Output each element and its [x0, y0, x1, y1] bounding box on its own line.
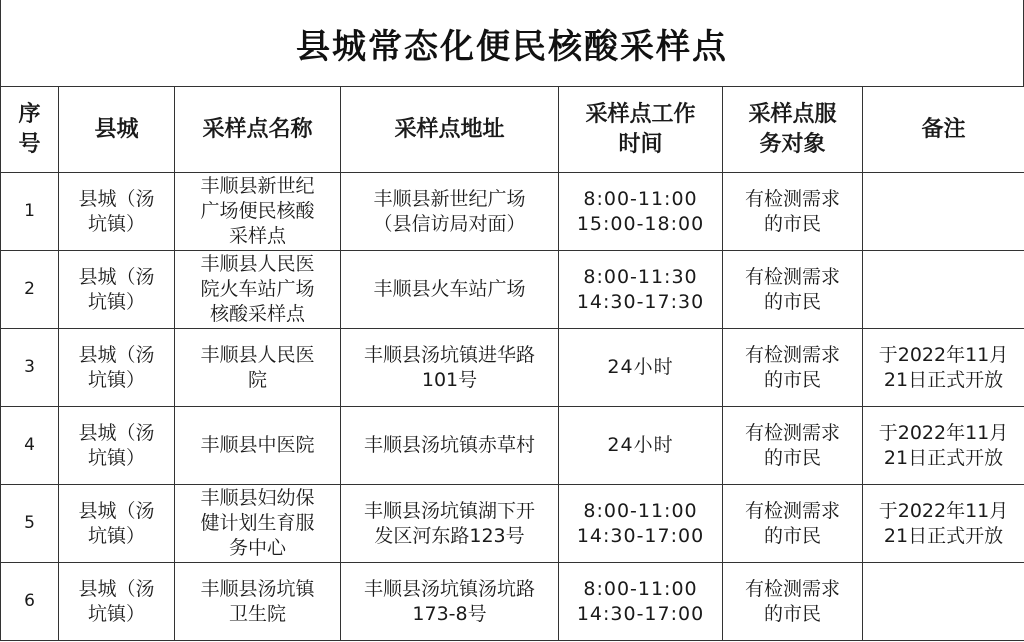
table-row — [1, 173, 1024, 251]
cell-target — [723, 485, 863, 563]
cell-line: 有检测需求 — [744, 187, 840, 210]
cell-line: 的市民 — [763, 290, 821, 313]
cell-line: 的市民 — [763, 524, 821, 547]
cell-target — [723, 563, 863, 641]
cell-line: 院火车站广场 — [200, 278, 315, 300]
cell-line: 8:00-11:00 — [583, 187, 698, 210]
cell-remark — [863, 329, 1024, 407]
cell-line: 8:00-11:00 — [583, 577, 698, 600]
cell-line: 核酸采样点 — [209, 303, 305, 325]
cell-target — [723, 329, 863, 407]
cell-line: 坑镇） — [87, 290, 145, 313]
cell-line: （县信访局对面） — [373, 212, 526, 235]
cell-line: 有检测需求 — [744, 421, 840, 444]
cell-hours — [559, 563, 723, 641]
sampling-points-table — [0, 86, 1024, 641]
cell-line: 14:30-17:00 — [576, 602, 705, 625]
cell-line: 务中心 — [228, 537, 286, 559]
cell-index: 3 — [1, 329, 59, 407]
cell-county — [59, 563, 175, 641]
cell-remark — [863, 173, 1024, 251]
cell-address — [341, 485, 559, 563]
cell-name — [175, 251, 341, 329]
cell-line: 8:00-11:30 — [583, 265, 698, 288]
cell-line: 采样点服 — [748, 101, 837, 127]
cell-line: 有检测需求 — [744, 265, 840, 288]
header-name — [175, 87, 341, 173]
cell-line: 采样点名称 — [202, 116, 313, 142]
cell-line: 173-8号 — [412, 602, 487, 625]
table-row — [1, 485, 1024, 563]
cell-line: 坑镇） — [87, 524, 145, 547]
cell-line: 14:30-17:30 — [576, 290, 705, 313]
cell-line: 有检测需求 — [744, 577, 840, 600]
cell-line: 县城（汤 — [78, 499, 155, 522]
cell-line: 县城（汤 — [78, 421, 155, 444]
cell-line: 坑镇） — [87, 602, 145, 625]
cell-county — [59, 329, 175, 407]
cell-line: 序 — [18, 101, 41, 127]
cell-line: 广场便民核酸 — [200, 200, 315, 222]
cell-line: 21日正式开放 — [883, 524, 1004, 547]
table-row — [1, 563, 1024, 641]
cell-line: 发区河东路123号 — [374, 524, 525, 547]
cell-line: 的市民 — [763, 368, 821, 391]
cell-line: 县城（汤 — [78, 577, 155, 600]
cell-index: 6 — [1, 563, 59, 641]
cell-line: 采样点工作 — [585, 101, 696, 127]
page-title: 县城常态化便民核酸采样点 — [0, 0, 1024, 86]
cell-line: 丰顺县汤坑镇赤草村 — [363, 434, 535, 456]
cell-line: 于2022年11月 — [878, 343, 1009, 366]
cell-line: 101号 — [421, 368, 478, 391]
cell-line: 县城（汤 — [78, 265, 155, 288]
cell-county — [59, 251, 175, 329]
cell-remark — [863, 407, 1024, 485]
cell-remark — [863, 563, 1024, 641]
header-hours — [559, 87, 723, 173]
cell-address — [341, 251, 559, 329]
cell-line: 15:00-18:00 — [576, 212, 705, 235]
table-header-row — [1, 87, 1024, 173]
table-body — [1, 173, 1024, 641]
cell-remark — [863, 251, 1024, 329]
cell-line: 于2022年11月 — [878, 421, 1009, 444]
cell-line: 21日正式开放 — [883, 446, 1004, 469]
cell-line: 采样点 — [228, 225, 286, 247]
cell-line: 有检测需求 — [744, 499, 840, 522]
cell-address — [341, 563, 559, 641]
cell-name — [175, 329, 341, 407]
cell-index: 1 — [1, 173, 59, 251]
cell-line: 丰顺县中医院 — [200, 434, 315, 456]
cell-line: 院 — [247, 368, 267, 391]
cell-line: 坑镇） — [87, 446, 145, 469]
cell-county — [59, 407, 175, 485]
cell-line: 健计划生育服 — [200, 512, 315, 534]
cell-remark — [863, 485, 1024, 563]
cell-line: 号 — [18, 131, 41, 157]
cell-line: 丰顺县新世纪 — [200, 175, 315, 197]
cell-line: 的市民 — [763, 212, 821, 235]
cell-county — [59, 485, 175, 563]
cell-hours — [559, 329, 723, 407]
cell-line: 卫生院 — [228, 602, 286, 625]
cell-line: 丰顺县火车站广场 — [373, 278, 526, 300]
cell-index: 5 — [1, 485, 59, 563]
header-county — [59, 87, 175, 173]
cell-line: 8:00-11:00 — [583, 499, 698, 522]
cell-target — [723, 173, 863, 251]
cell-line: 采样点地址 — [394, 116, 505, 142]
cell-name — [175, 173, 341, 251]
cell-line: 丰顺县汤坑镇 — [200, 577, 315, 600]
header-remark — [863, 87, 1024, 173]
cell-hours — [559, 173, 723, 251]
cell-line: 21日正式开放 — [883, 368, 1004, 391]
cell-index: 4 — [1, 407, 59, 485]
table-row — [1, 407, 1024, 485]
cell-target — [723, 407, 863, 485]
cell-name — [175, 563, 341, 641]
cell-line: 丰顺县新世纪广场 — [373, 187, 526, 210]
cell-line: 有检测需求 — [744, 343, 840, 366]
table-row — [1, 329, 1024, 407]
cell-target — [723, 251, 863, 329]
cell-line: 于2022年11月 — [878, 499, 1009, 522]
cell-hours — [559, 485, 723, 563]
cell-line: 县城（汤 — [78, 343, 155, 366]
cell-line: 14:30-17:00 — [576, 524, 705, 547]
cell-line: 务对象 — [759, 131, 826, 157]
cell-line: 24小时 — [607, 356, 674, 378]
cell-index: 2 — [1, 251, 59, 329]
table-row — [1, 251, 1024, 329]
cell-name — [175, 485, 341, 563]
cell-address — [341, 407, 559, 485]
cell-line: 丰顺县汤坑镇汤坑路 — [363, 577, 535, 600]
header-address — [341, 87, 559, 173]
cell-name — [175, 407, 341, 485]
cell-line: 丰顺县人民医 — [200, 253, 315, 275]
cell-line: 的市民 — [763, 602, 821, 625]
cell-line: 24小时 — [607, 434, 674, 456]
cell-address — [341, 173, 559, 251]
cell-line: 县城（汤 — [78, 187, 155, 210]
header-index — [1, 87, 59, 173]
cell-county — [59, 173, 175, 251]
cell-line: 县城 — [94, 116, 139, 142]
cell-line: 丰顺县妇幼保 — [200, 487, 315, 509]
cell-address — [341, 329, 559, 407]
cell-line: 丰顺县汤坑镇进华路 — [363, 343, 535, 366]
cell-line: 坑镇） — [87, 212, 145, 235]
header-target — [723, 87, 863, 173]
cell-line: 备注 — [921, 116, 966, 142]
cell-hours — [559, 251, 723, 329]
cell-line: 丰顺县汤坑镇湖下开 — [363, 499, 535, 522]
cell-line: 坑镇） — [87, 368, 145, 391]
cell-line: 时间 — [618, 131, 663, 157]
cell-line: 的市民 — [763, 446, 821, 469]
cell-line: 丰顺县人民医 — [200, 343, 315, 366]
cell-hours — [559, 407, 723, 485]
